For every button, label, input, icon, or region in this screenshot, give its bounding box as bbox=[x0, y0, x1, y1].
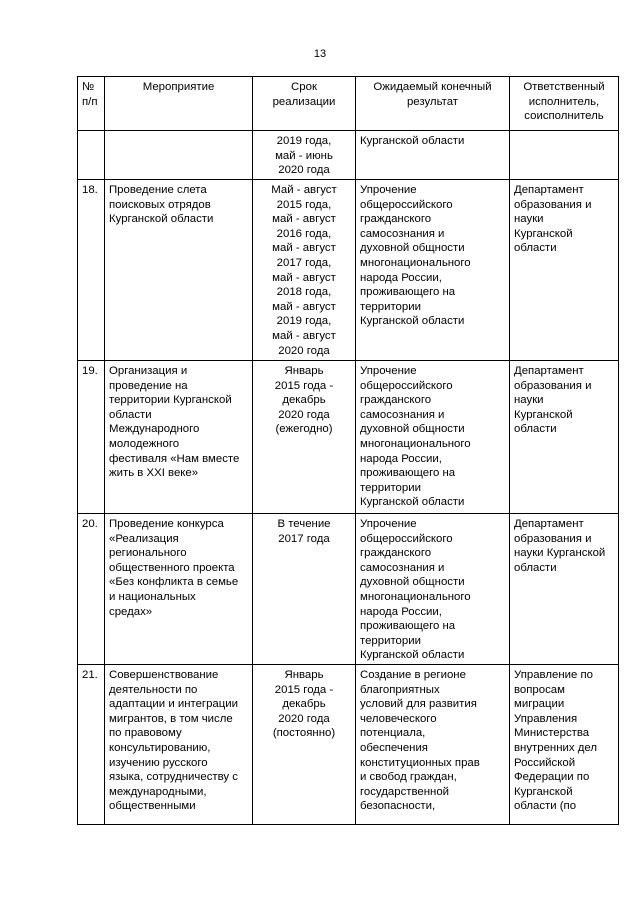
row-number: 18. bbox=[78, 180, 105, 361]
result-cell: Создание в регионе благоприятных условий для развития человеческого потенциала, обеспечения конституционных прав и свобод граждан, государственной безопасности, bbox=[356, 665, 510, 825]
header-responsible: Ответственный исполнитель, соисполнитель bbox=[510, 77, 619, 131]
term-cell: Январь 2015 года - декабрь 2020 года (постоянно) bbox=[253, 665, 356, 825]
table-header-row bbox=[78, 77, 619, 131]
table-row bbox=[78, 665, 619, 825]
page-number: 13 bbox=[313, 48, 327, 60]
header-result: Ожидаемый конечный результат bbox=[356, 77, 510, 131]
term-cell: Май - август 2015 года, май - август 2016 года, май - август 2017 года, май - август 2018 года, май - август 2019 года, май - август 2020 года bbox=[253, 180, 356, 361]
term-cell: Январь 2015 года - декабрь 2020 года (ежегодно) bbox=[253, 361, 356, 514]
row-number bbox=[78, 131, 105, 180]
header-num: № п/п bbox=[78, 77, 105, 131]
responsible-cell bbox=[510, 131, 619, 180]
result-cell: Упрочение общероссийского гражданского самосознания и духовной общности многонационального народа России, проживающего на территории Курганской области bbox=[356, 361, 510, 514]
responsible-cell: Департамент образования и науки Курганской области bbox=[510, 180, 619, 361]
events-table bbox=[77, 76, 619, 825]
term-cell: 2019 года, май - июнь 2020 года bbox=[253, 131, 356, 180]
result-cell: Курганской области bbox=[356, 131, 510, 180]
table-row bbox=[78, 514, 619, 665]
header-term: Срок реализации bbox=[253, 77, 356, 131]
row-number: 20. bbox=[78, 514, 105, 665]
result-cell: Упрочение общероссийского гражданского самосознания и духовной общности многонационального народа России, проживающего на территории Курганской области bbox=[356, 180, 510, 361]
responsible-cell: Департамент образования и науки Курганской области bbox=[510, 361, 619, 514]
table-row bbox=[78, 361, 619, 514]
table-row bbox=[78, 180, 619, 361]
event-cell bbox=[105, 131, 253, 180]
event-cell: Организация и проведение на территории Курганской области Международного молодежного фестиваля «Нам вместе жить в XXI веке» bbox=[105, 361, 253, 514]
event-cell: Проведение слета поисковых отрядов Курганской области bbox=[105, 180, 253, 361]
responsible-cell: Управление по вопросам миграции Управления Министерства внутренних дел Российской Федерации по Курганской области (по bbox=[510, 665, 619, 825]
row-number: 21. bbox=[78, 665, 105, 825]
table-row bbox=[78, 131, 619, 180]
row-number: 19. bbox=[78, 361, 105, 514]
result-cell: Упрочение общероссийского гражданского самосознания и духовной общности многонационального народа России, проживающего на территории Курганской области bbox=[356, 514, 510, 665]
header-event: Мероприятие bbox=[105, 77, 253, 131]
term-cell: В течение 2017 года bbox=[253, 514, 356, 665]
responsible-cell: Департамент образования и науки Курганской области bbox=[510, 514, 619, 665]
event-cell: Проведение конкурса «Реализация регионального общественного проекта «Без конфликта в семье и национальных средах» bbox=[105, 514, 253, 665]
event-cell: Совершенствование деятельности по адаптации и интеграции мигрантов, в том числе по правовому консультированию, изучению русского языка, сотрудничеству с международными, общественными bbox=[105, 665, 253, 825]
